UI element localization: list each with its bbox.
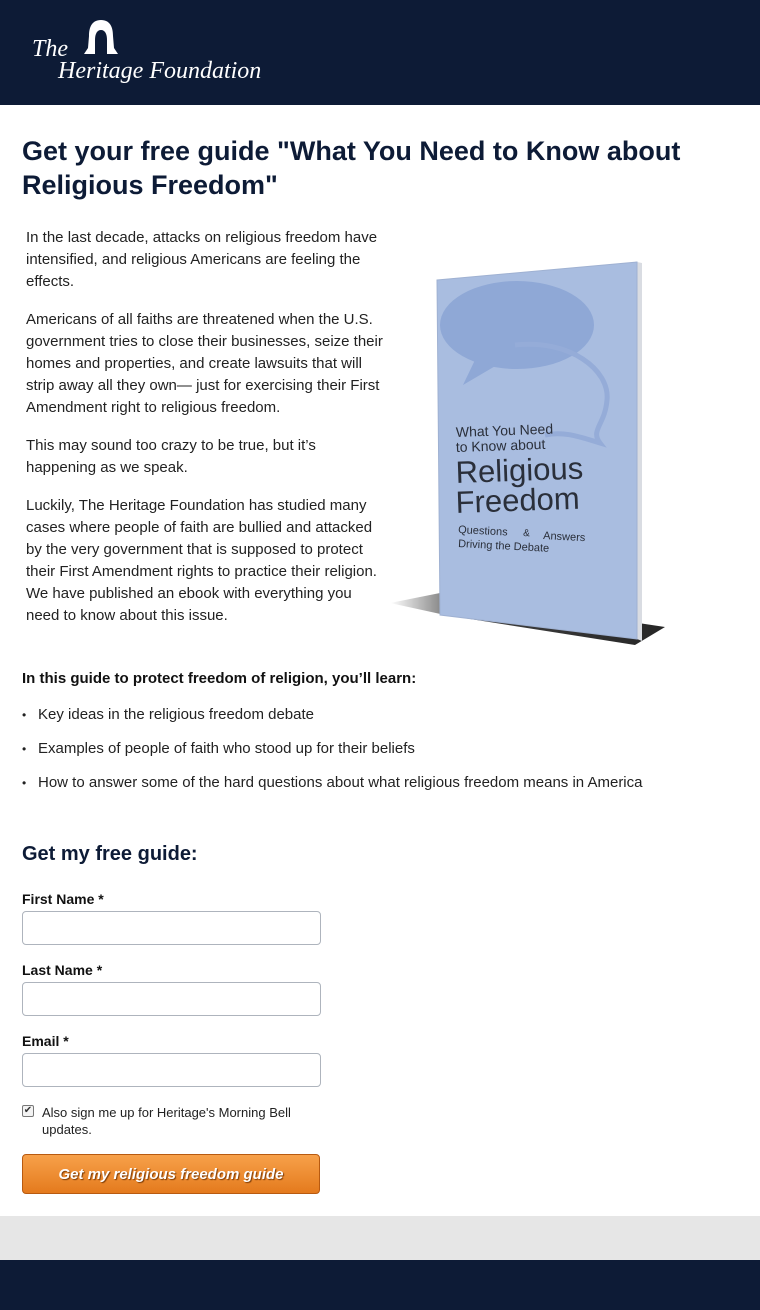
book-subtitle-line1: What You Need <box>455 420 554 440</box>
email-label: Email * <box>22 1033 69 1049</box>
list-item-text: Examples of people of faith who stood up for their beliefs <box>38 740 415 757</box>
bullet-icon: • <box>22 776 27 790</box>
book-title-line1: Religious <box>455 450 584 490</box>
list-item <box>22 738 742 760</box>
learn-heading: In this guide to protect freedom of religion, you’ll learn: <box>22 670 417 687</box>
last-name-label: Last Name * <box>22 962 103 978</box>
submit-button[interactable]: Get my religious freedom guide <box>22 1154 320 1194</box>
list-item <box>22 772 742 794</box>
intro-paragraph: In the last decade, attacks on religious freedom have intensified, and religious Americans are feeling the effects. <box>26 229 378 290</box>
intro-paragraph: Luckily, The Heritage Foundation has studied many cases where people of faith are bullied and attacked by the very government that is supposed to protect their First Amendment rights to practice their religion. We have published an ebook with everything you need to know about this issue. <box>26 497 377 624</box>
speech-bubble-icon <box>440 281 594 369</box>
ebook-cover-image <box>385 255 675 650</box>
learn-list <box>22 704 742 806</box>
list-item-text: Key ideas in the religious freedom debate <box>38 706 315 723</box>
bullet-icon: • <box>22 742 27 756</box>
book-questions-text: Questions <box>457 524 508 539</box>
morning-bell-checkbox[interactable]: ✔ <box>23 1105 33 1116</box>
book-answers-text: Answers <box>542 530 586 545</box>
email-input[interactable] <box>22 1053 321 1087</box>
heritage-logo[interactable] <box>30 18 270 88</box>
page-title: Get your free guide "What You Need to Know about Religious Freedom" <box>22 136 681 200</box>
last-name-input[interactable] <box>22 982 321 1016</box>
intro-paragraph: Americans of all faiths are threatened when the U.S. government tries to close their businesses, seize their homes and properties, and create lawsuits that will strip away all they own— just for exercising their First Amendment right to religious freedom. <box>26 311 383 416</box>
book-driving-text: Driving the Debate <box>457 538 550 555</box>
first-name-input[interactable] <box>22 911 321 945</box>
list-item <box>22 704 742 726</box>
site-footer <box>0 1260 760 1310</box>
bullet-icon: • <box>22 708 27 722</box>
form-heading: Get my free guide: <box>22 843 198 865</box>
book-subtitle-line2: to Know about <box>455 435 546 455</box>
logo-name-text: Heritage Foundation <box>58 58 262 84</box>
book-title-line2: Freedom <box>455 480 581 520</box>
morning-bell-label: Also sign me up for Heritage's Morning Bell updates. <box>42 1105 291 1137</box>
book-amp-icon: & <box>522 528 531 540</box>
list-item-text: How to answer some of the hard questions about what religious freedom means in America <box>38 774 643 791</box>
intro-text <box>26 227 386 643</box>
intro-paragraph: This may sound too crazy to be true, but it’s happening as we speak. <box>26 437 316 476</box>
site-header <box>0 0 760 105</box>
liberty-bell-icon <box>82 18 120 58</box>
grey-band <box>0 1216 760 1260</box>
first-name-label: First Name * <box>22 891 104 907</box>
logo-the-text: The <box>32 36 68 62</box>
